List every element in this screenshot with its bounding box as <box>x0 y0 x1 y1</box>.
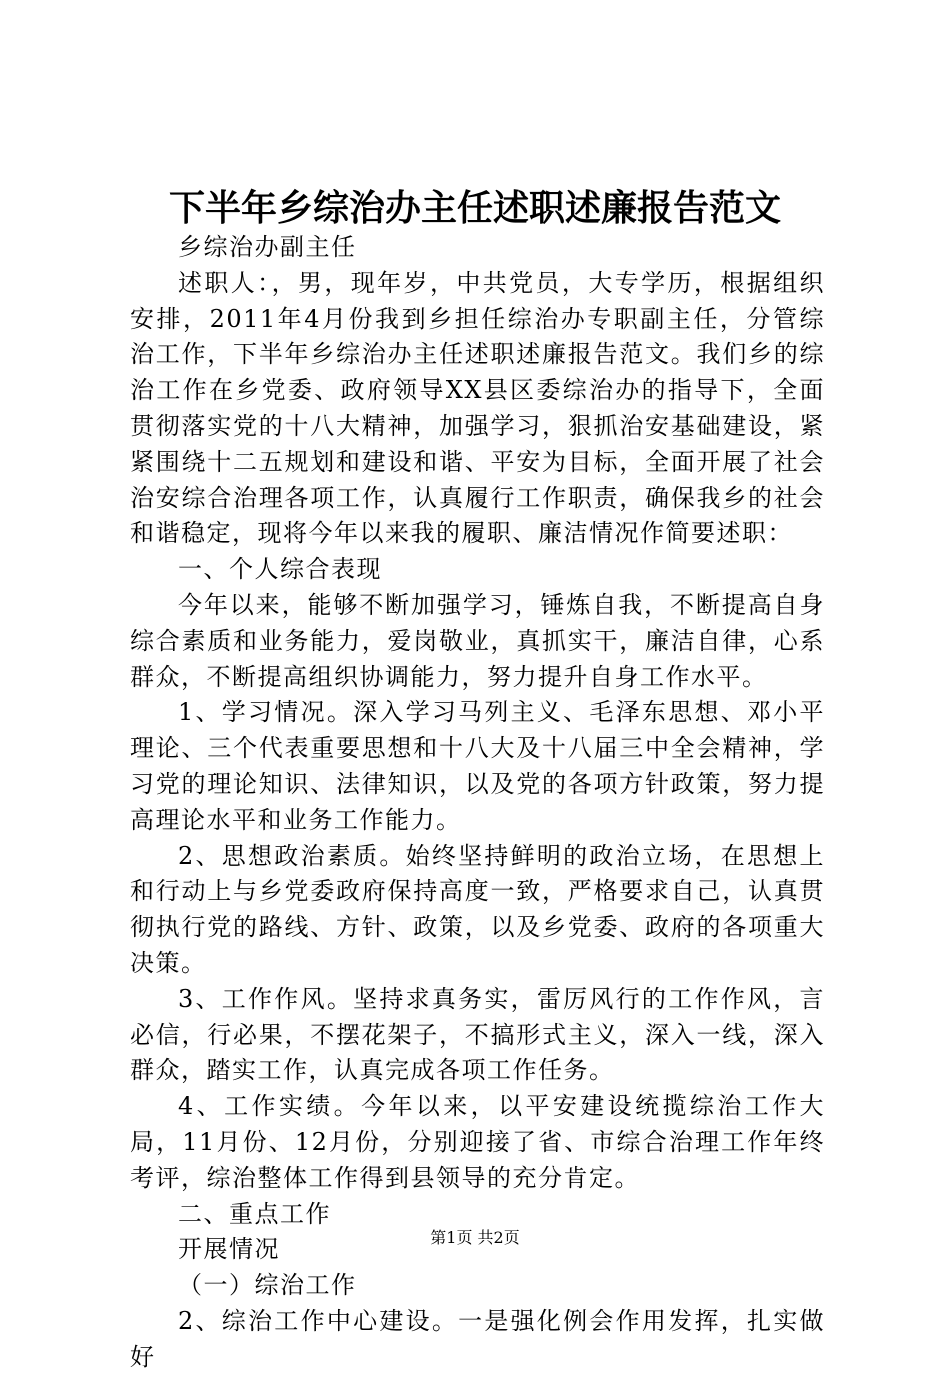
paragraph-summary: 今年以来，能够不断加强学习，锤炼自我，不断提高自身综合素质和业务能力，爱岗敬业，真抓实干，廉洁自律，心系群众，不断提高组织协调能力，努力提升自身工作水平。 <box>130 590 825 691</box>
section-heading-1: 一、个人综合表现 <box>178 555 382 584</box>
subsection-heading: （一）综治工作 <box>178 1271 357 1300</box>
paragraph-center: 2、综治工作中心建设。一是强化例会作用发挥，扎实做好 <box>130 1306 825 1371</box>
paragraph-subtitle: 乡综治办副主任 <box>178 233 357 261</box>
document-title: 下半年乡综治办主任述职述廉报告范文 <box>168 187 781 229</box>
paragraph-political: 2、思想政治素质。始终坚持鲜明的政治立场，在思想上和行动上与乡党委政府保持高度一致，严格要求自己，认真贯彻执行党的路线、方针、政策，以及乡党委、政府的各项重大决策。 <box>130 841 825 977</box>
page-footer: 第1页 共2页 <box>430 1228 520 1247</box>
section-heading-2-cont: 开展情况 <box>178 1235 280 1264</box>
section-heading-2: 二、重点工作 <box>178 1199 331 1228</box>
paragraph-achievements: 4、工作实绩。今年以来，以平安建设统揽综治工作大局，11月份、12月份，分别迎接了省、市综合治理工作年终考评，综治整体工作得到县领导的充分肯定。 <box>130 1092 825 1192</box>
paragraph-study: 1、学习情况。深入学习马列主义、毛泽东思想、邓小平理论、三个代表重要思想和十八大及十八届三中全会精神，学习党的理论知识、法律知识，以及党的各项方针政策，努力提高理论水平和业务工作能力。 <box>130 698 825 834</box>
paragraph-style: 3、工作作风。坚持求真务实，雷厉风行的工作作风，言必信，行必果，不摆花架子，不搞形式主义，深入一线，深入群众，踏实工作，认真完成各项工作任务。 <box>130 984 825 1085</box>
document-body <box>130 230 825 1376</box>
paragraph-intro: 述职人：，男，现年岁，中共党员，大专学历，根据组织安排，2011年4月份我到乡担任综治办专职副主任，分管综治工作，下半年乡综治办主任述职述廉报告范文。我们乡的综治工作在乡党委、政府领导XX县区委综治办的指导下，全面贯彻落实党的十八大精神，加强学习，狠抓治安基础建设，紧紧围绕十二五规划和建设和谐、平安为目标，全面开展了社会治安综合治理各项工作，认真履行工作职责，确保我乡的社会和谐稳定，现将今年以来我的履职、廉洁情况作简要述职： <box>130 268 825 548</box>
